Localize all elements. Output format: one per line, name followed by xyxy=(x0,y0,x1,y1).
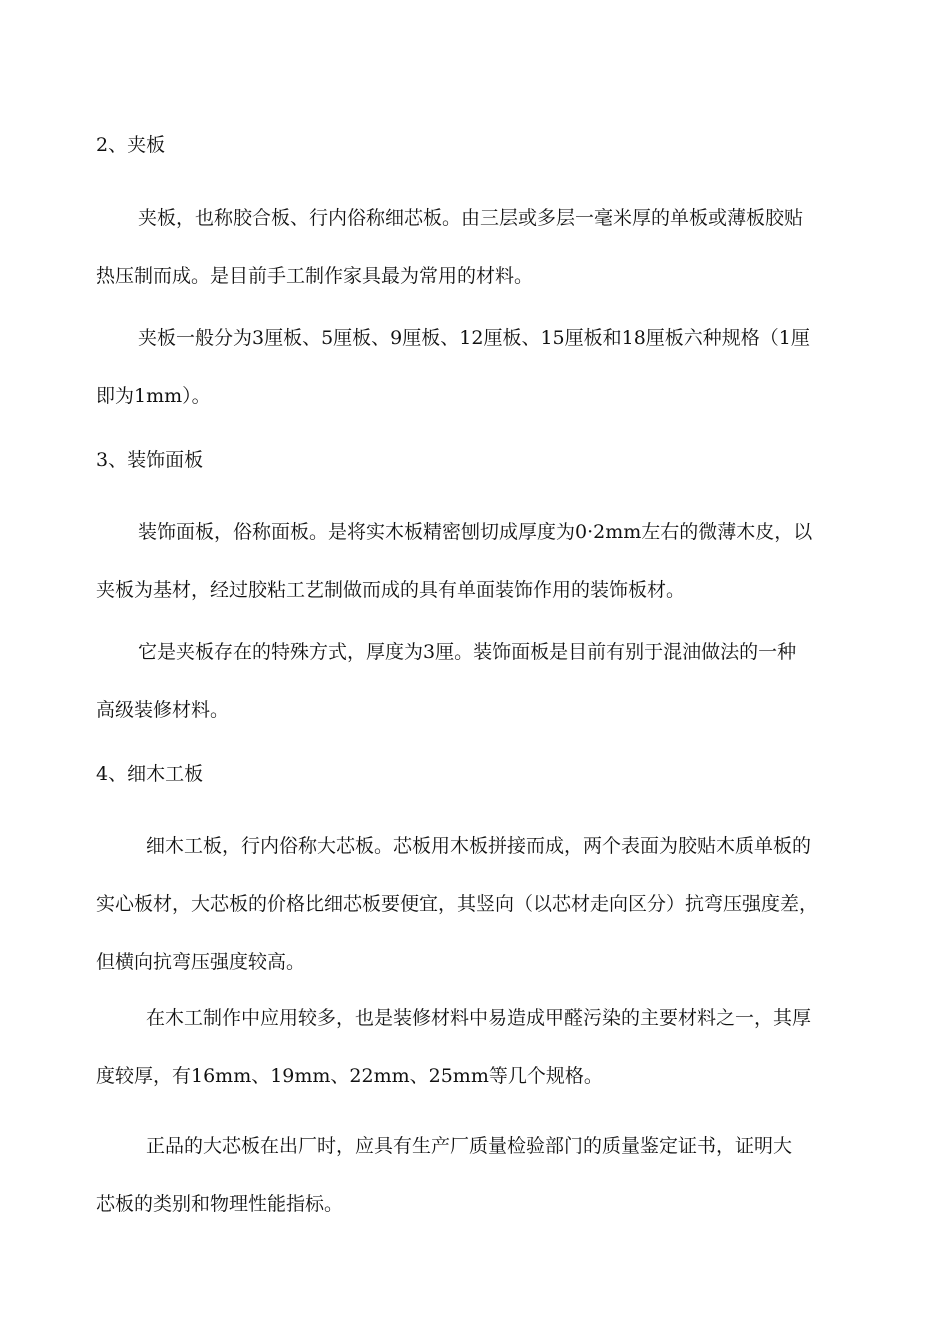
text-line: 装饰面板，俗称面板。是将实木板精密刨切成厚度为0·2mm左右的微薄木皮，以 xyxy=(138,521,813,543)
paragraph-plywood-definition xyxy=(96,206,886,288)
text-line: 在木工制作中应用较多，也是装修材料中易造成甲醛污染的主要材料之一，其厚 xyxy=(146,1007,812,1029)
text-line: 它是夹板存在的特殊方式，厚度为3厘。装饰面板是目前有别于混油做法的一种 xyxy=(138,641,797,663)
text-line: 热压制而成。是目前手工制作家具最为常用的材料。 xyxy=(96,265,534,287)
section-heading-decorative-panel: 3、装饰面板 xyxy=(96,449,204,471)
text-line: 细木工板，行内俗称大芯板。芯板用木板拼接而成，两个表面为胶贴木质单板的 xyxy=(146,835,812,857)
paragraph-blockboard-usage xyxy=(96,1006,886,1088)
paragraph-plywood-specs xyxy=(96,326,886,408)
section-heading-plywood: 2、夹板 xyxy=(96,134,166,156)
paragraph-decorative-panel-definition xyxy=(96,520,886,602)
text-line: 夹板为基材，经过胶粘工艺制做而成的具有单面装饰作用的装饰板材。 xyxy=(96,579,686,601)
text-line: 但横向抗弯压强度较高。 xyxy=(96,951,306,973)
paragraph-decorative-panel-thickness xyxy=(96,640,886,722)
text-line: 高级装修材料。 xyxy=(96,699,230,721)
text-line: 夹板一般分为3厘板、5厘板、9厘板、12厘板、15厘板和18厘板六种规格（1厘 xyxy=(138,327,810,349)
text-line: 正品的大芯板在出厂时，应具有生产厂质量检验部门的质量鉴定证书，证明大 xyxy=(146,1135,793,1157)
text-line: 度较厚，有16mm、19mm、22mm、25mm等几个规格。 xyxy=(96,1065,603,1087)
text-line: 芯板的类别和物理性能指标。 xyxy=(96,1193,344,1215)
paragraph-blockboard-definition xyxy=(96,834,886,974)
paragraph-blockboard-quality xyxy=(96,1134,886,1216)
text-line: 实心板材，大芯板的价格比细芯板要便宜，其竖向（以芯材走向区分）抗弯压强度差， xyxy=(96,893,819,915)
text-line: 即为1mm）。 xyxy=(96,385,211,407)
text-line: 夹板，也称胶合板、行内俗称细芯板。由三层或多层一毫米厚的单板或薄板胶贴 xyxy=(138,207,804,229)
section-heading-blockboard: 4、细木工板 xyxy=(96,763,204,785)
